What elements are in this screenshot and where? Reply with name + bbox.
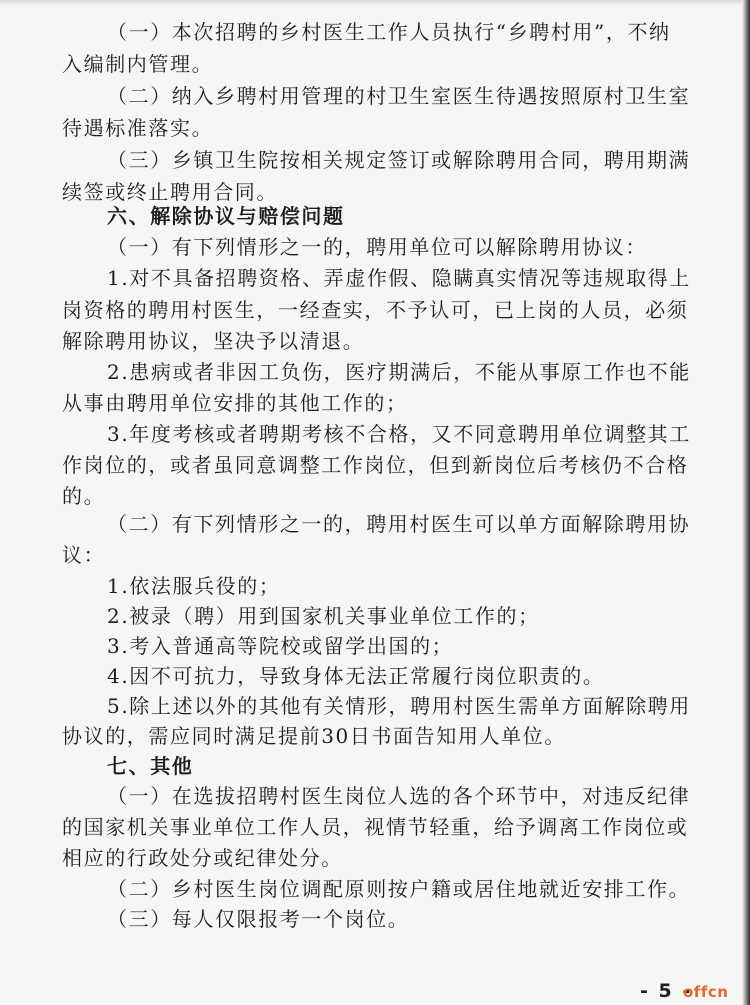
scan-right-edge [742,0,750,1005]
paragraph-line-1: （一）本次招聘的乡村医生工作人员执行“乡聘村用”，不纳 [107,20,671,44]
scan-top-edge [0,0,750,6]
paragraph-line-15: 作岗位的，或者虽同意调整工作岗位，但到新岗位后考核仍不合格 [62,453,689,477]
paragraph-line-14: 3.年度考核或者聘期考核不合格，又不同意聘用单位调整其工 [107,422,691,446]
paragraph-line-23: 5.除上述以外的其他有关情形，聘用村医生需单方面解除聘用 [107,694,691,718]
paragraph-line-20: 2.被录（聘）用到国家机关事业单位工作的； [107,604,540,628]
paragraph-line-22: 4.因不可抗力，导致身体无法正常履行岗位职责的。 [107,664,605,688]
section-heading-7: 七、其他 [107,754,194,778]
paragraph-line-6: 续签或终止聘用合同。 [62,180,278,204]
paragraph-line-8: （一）有下列情形之一的，聘用单位可以解除聘用协议： [107,235,647,259]
offcn-watermark: offcn [683,983,729,1001]
paragraph-line-30: （三）每人仅限报考一个岗位。 [107,907,410,931]
section-heading-6: 六、解除协议与赔偿问题 [107,204,345,228]
paragraph-line-9: 1.对不具备招聘资格、弄虚作假、隐瞒真实情况等违规取得上 [107,266,691,290]
paragraph-line-13: 从事由聘用单位安排的其他工作的； [62,391,408,415]
paragraph-line-11: 解除聘用协议，坚决予以清退。 [62,329,365,353]
paragraph-line-16: 的。 [62,484,106,508]
paragraph-line-27: 的国家机关事业单位工作人员，视情节轻重，给予调离工作岗位或 [62,815,689,839]
paragraph-line-10: 岗资格的聘用村医生，一经查实，不予认可，已上岗的人员，必须 [62,298,689,322]
paragraph-line-2: 入编制内管理。 [62,52,214,76]
paragraph-line-28: 相应的行政处分或纪律处分。 [62,846,343,870]
paragraph-line-19: 1.依法服兵役的； [107,574,281,598]
paragraph-line-12: 2.患病或者非因工负伤，医疗期满后，不能从事原工作也不能 [107,360,691,384]
paragraph-line-24: 协议的，需应同时满足提前30日书面告知用人单位。 [62,724,566,748]
paragraph-line-21: 3.考入普通高等院校或留学出国的； [107,634,454,658]
page-number: - 5 - [640,980,693,1002]
paragraph-line-3: （二）纳入乡聘村用管理的村卫生室医生待遇按照原村卫生室 [107,84,691,108]
paragraph-line-26: （一）在选拔招聘村医生岗位人选的各个环节中，对违反纪律 [107,784,691,808]
paragraph-line-4: 待遇标准落实。 [62,116,214,140]
paragraph-line-18: 议： [62,543,106,567]
paragraph-line-5: （三）乡镇卫生院按相关规定签订或解除聘用合同，聘用期满 [107,148,691,172]
paragraph-line-17: （二）有下列情形之一的，聘用村医生可以单方面解除聘用协 [107,512,691,536]
paragraph-line-29: （二）乡村医生岗位调配原则按户籍或居住地就近安排工作。 [107,877,691,901]
